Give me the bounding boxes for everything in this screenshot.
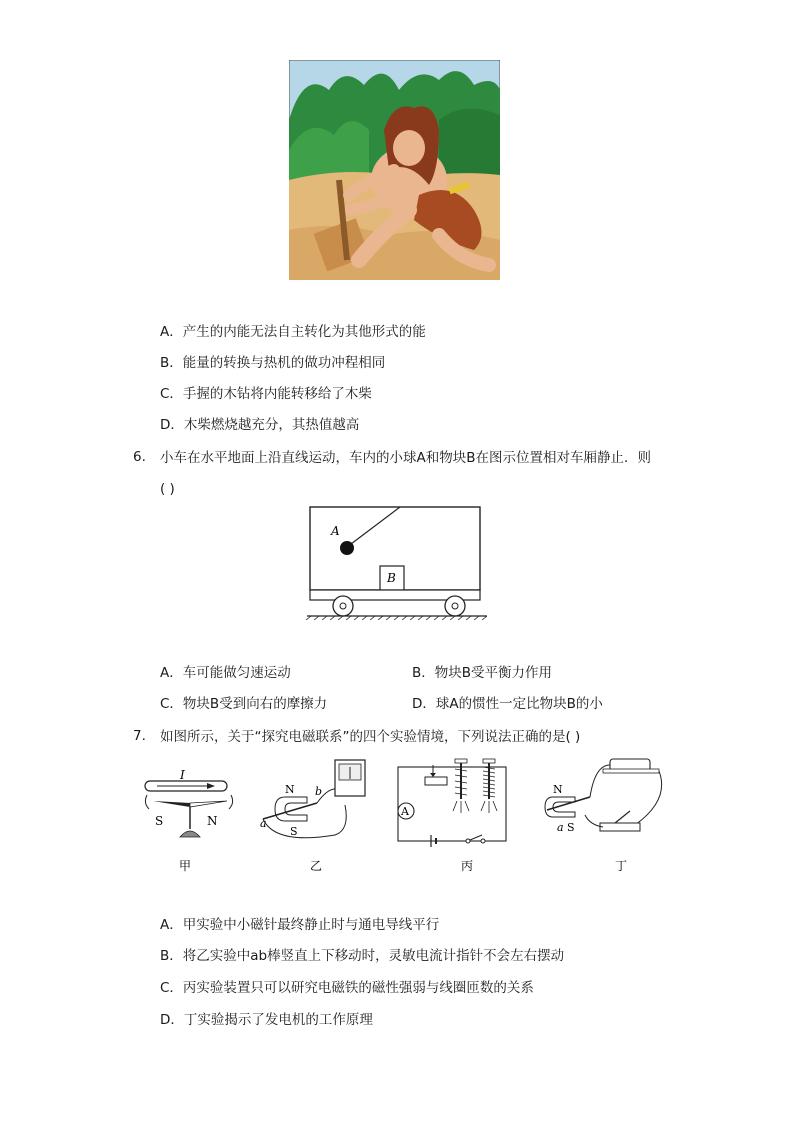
ball-a [340,541,354,555]
cart-diagram [305,505,490,620]
q6-option-a: A．车可能做匀速运动 [160,665,291,681]
q7-option-c: C．丙实验装置只可以研究电磁铁的磁性强弱与线圈匝数的关系 [160,980,534,996]
q7-stem: 如图所示，关于“探究电磁联系”的四个实验情境，下列说法正确的是( ) [160,729,581,745]
q6-stem-line1: 小车在水平地面上沿直线运动，车内的小球A和物块B在图示位置相对车厢静止．则 [160,450,651,466]
q5-option-d: D．木柴燃烧越充分，其热值越高 [160,417,360,433]
pole-n-yi: N [285,783,295,796]
caption-bing: 丙 [461,859,474,873]
current-label: I [180,768,185,782]
label-b-yi: b [315,785,323,798]
label-a-yi: a [260,817,267,830]
pendulum-string [347,507,400,547]
q6-option-c: C．物块B受到向右的摩擦力 [160,696,328,712]
q5-option-c: C．手握的木钻将内能转移给了木柴 [160,386,372,402]
ball-a-label: A [331,524,340,538]
block-b-label: B [387,571,396,585]
experiment-bing [398,759,506,873]
q6-option-b: B．物块B受平衡力作用 [412,665,553,681]
pole-n-jia: N [207,814,218,828]
q7-option-d: D．丁实验揭示了发电机的工作原理 [160,1012,373,1028]
pole-n-ding: N [553,783,563,796]
pole-s-yi: S [290,825,298,838]
q6-stem-line2: ( ) [160,481,175,497]
caption-yi: 乙 [310,859,323,873]
experiment-ding [545,759,662,873]
q7-option-b: B．将乙实验中ab棒竖直上下移动时，灵敏电流计指针不会左右摆动 [160,948,565,964]
label-a-ding: a [557,821,564,834]
q6-option-d: D．球A的惯性一定比物块B的小 [412,696,603,712]
experiment-yi [260,760,365,873]
q5-option-b: B．能量的转换与热机的做功冲程相同 [160,355,386,371]
switch [600,823,640,831]
rheostat [425,777,447,785]
caption-jia: 甲 [179,859,192,873]
pole-s-jia: S [155,814,164,828]
caption-ding: 丁 [615,859,628,873]
q5-option-a: A．产生的内能无法自主转化为其他形式的能 [160,324,426,340]
experiment-jia [145,768,233,873]
electromagnetism-experiments-figure [135,755,670,880]
fire-drilling-illustration [289,60,500,280]
q6-number: 6. [133,449,146,465]
q7-option-a: A．甲实验中小磁针最终静止时与通电导线平行 [160,917,440,933]
ammeter-label: A [401,805,409,818]
q7-number: 7. [133,728,146,744]
pole-s-ding: S [567,821,575,834]
